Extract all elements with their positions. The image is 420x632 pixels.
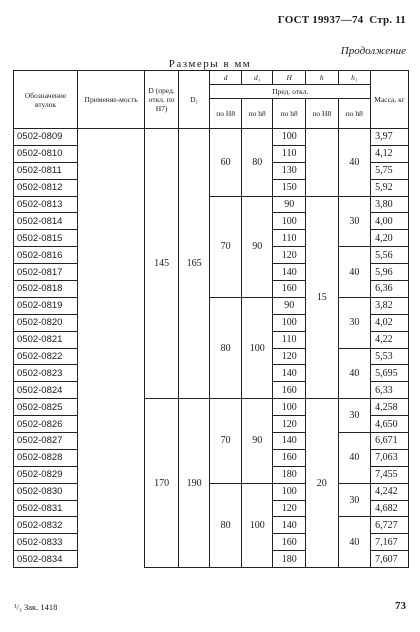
designation-cell: 0502-0823: [14, 365, 78, 382]
designation-cell: 0502-0828: [14, 449, 78, 466]
D-cell: 145: [145, 129, 179, 399]
table-body: [14, 129, 409, 568]
mass-cell: 4,20: [371, 230, 409, 247]
H-cell: 90: [273, 196, 306, 213]
d-cell: 70: [210, 196, 242, 297]
table-row: [14, 196, 409, 213]
tol-d: по H8: [210, 99, 242, 129]
mass-cell: 5,53: [371, 348, 409, 365]
d1-cell: 100: [241, 483, 273, 567]
designation-cell: 0502-0810: [14, 145, 78, 162]
mass-cell: 7,167: [371, 534, 409, 551]
h1-cell: 30: [338, 483, 371, 517]
H-cell: 120: [273, 247, 306, 264]
H-cell: 130: [273, 162, 306, 179]
H-cell: 160: [273, 449, 306, 466]
d1-cell: 100: [241, 297, 273, 398]
designation-cell: 0502-0825: [14, 399, 78, 416]
table-row: [14, 129, 409, 146]
standard-header: [278, 14, 406, 26]
col-designation: Обозначение втулок: [14, 71, 78, 129]
mass-cell: 4,02: [371, 314, 409, 331]
designation-cell: 0502-0817: [14, 264, 78, 281]
mass-cell: 7,063: [371, 449, 409, 466]
h1-cell: 40: [338, 247, 371, 298]
mass-cell: 6,36: [371, 281, 409, 298]
designation-cell: 0502-0820: [14, 314, 78, 331]
mass-cell: 7,607: [371, 551, 409, 568]
D1-cell: 165: [178, 129, 210, 399]
d1-cell: 90: [241, 399, 273, 483]
tol-H: по h8: [273, 99, 306, 129]
D-cell: 170: [145, 399, 179, 568]
d-cell: 80: [210, 483, 242, 567]
h1-cell: 40: [338, 517, 371, 568]
mass-cell: 7,455: [371, 466, 409, 483]
table-caption: Размеры в мм: [168, 58, 252, 70]
mass-cell: 4,650: [371, 416, 409, 433]
footer-order: ¹/₃ Зак. 1418: [14, 602, 58, 612]
mass-cell: 6,727: [371, 517, 409, 534]
designation-cell: 0502-0831: [14, 500, 78, 517]
H-cell: 180: [273, 466, 306, 483]
H-cell: 140: [273, 433, 306, 450]
H-cell: 110: [273, 145, 306, 162]
designation-cell: 0502-0832: [14, 517, 78, 534]
mass-cell: 6,671: [371, 433, 409, 450]
h1-cell: 40: [338, 129, 371, 197]
col-h1: h₁: [338, 71, 371, 85]
H-cell: 100: [273, 483, 306, 500]
d-cell: 70: [210, 399, 242, 483]
H-cell: 110: [273, 331, 306, 348]
table-row: [14, 483, 409, 500]
continuation-label: Продолжение: [340, 45, 406, 57]
table-row: [14, 399, 409, 416]
h1-cell: 30: [338, 196, 371, 247]
dimensions-table: [13, 70, 409, 568]
H-cell: 140: [273, 517, 306, 534]
H-cell: 150: [273, 179, 306, 196]
D1-cell: 190: [178, 399, 210, 568]
mass-cell: 4,12: [371, 145, 409, 162]
d1-cell: 90: [241, 196, 273, 297]
designation-cell: 0502-0827: [14, 433, 78, 450]
h1-cell: 30: [338, 297, 371, 348]
h-cell: 15: [306, 196, 339, 399]
H-cell: 160: [273, 382, 306, 399]
tol-d1: по h8: [241, 99, 273, 129]
tol-h: по H8: [306, 99, 339, 129]
mass-cell: 5,695: [371, 365, 409, 382]
designation-cell: 0502-0818: [14, 281, 78, 298]
col-h: h: [306, 71, 339, 85]
col-D: D (пред. откл. по H7): [145, 71, 179, 129]
H-cell: 100: [273, 213, 306, 230]
col-D1: D₁: [178, 71, 210, 129]
designation-cell: 0502-0816: [14, 247, 78, 264]
mass-cell: 5,75: [371, 162, 409, 179]
mass-cell: 5,56: [371, 247, 409, 264]
H-cell: 140: [273, 264, 306, 281]
h1-cell: 30: [338, 399, 371, 433]
designation-cell: 0502-0812: [14, 179, 78, 196]
designation-cell: 0502-0829: [14, 466, 78, 483]
H-cell: 110: [273, 230, 306, 247]
designation-cell: 0502-0811: [14, 162, 78, 179]
h-cell: [306, 129, 339, 197]
mass-cell: 5,92: [371, 179, 409, 196]
H-cell: 100: [273, 399, 306, 416]
mass-cell: 4,242: [371, 483, 409, 500]
col-H: H: [273, 71, 306, 85]
designation-cell: 0502-0834: [14, 551, 78, 568]
designation-cell: 0502-0815: [14, 230, 78, 247]
designation-cell: 0502-0822: [14, 348, 78, 365]
designation-cell: 0502-0821: [14, 331, 78, 348]
d1-cell: 80: [241, 129, 273, 197]
H-cell: 90: [273, 297, 306, 314]
designation-cell: 0502-0833: [14, 534, 78, 551]
mass-cell: 4,22: [371, 331, 409, 348]
limit-deviation-header: Пред. откл.: [210, 85, 371, 99]
H-cell: 160: [273, 281, 306, 298]
mass-cell: 4,258: [371, 399, 409, 416]
application-cell: [78, 129, 145, 568]
table-row: [14, 297, 409, 314]
mass-cell: 3,82: [371, 297, 409, 314]
H-cell: 140: [273, 365, 306, 382]
col-mass: Масса, кг: [371, 71, 409, 129]
d-cell: 60: [210, 129, 242, 197]
col-application: Применяе-мость: [78, 71, 145, 129]
H-cell: 180: [273, 551, 306, 568]
h1-cell: 40: [338, 433, 371, 484]
H-cell: 100: [273, 129, 306, 146]
h1-cell: 40: [338, 348, 371, 399]
mass-cell: 3,80: [371, 196, 409, 213]
mass-cell: 4,682: [371, 500, 409, 517]
h-cell: 20: [306, 399, 339, 568]
col-d1: d₁: [241, 71, 273, 85]
designation-cell: 0502-0819: [14, 297, 78, 314]
mass-cell: 3,97: [371, 129, 409, 146]
standard-number: ГОСТ 19937—74: [277, 14, 364, 26]
col-d: d: [210, 71, 242, 85]
mass-cell: 6,33: [371, 382, 409, 399]
mass-cell: 4,00: [371, 213, 409, 230]
designation-cell: 0502-0814: [14, 213, 78, 230]
H-cell: 120: [273, 416, 306, 433]
H-cell: 100: [273, 314, 306, 331]
designation-cell: 0502-0830: [14, 483, 78, 500]
tol-h1: по h8: [338, 99, 371, 129]
designation-cell: 0502-0809: [14, 129, 78, 146]
d-cell: 80: [210, 297, 242, 398]
designation-cell: 0502-0826: [14, 416, 78, 433]
H-cell: 120: [273, 500, 306, 517]
designation-cell: 0502-0813: [14, 196, 78, 213]
designation-cell: 0502-0824: [14, 382, 78, 399]
page-label: Стр. 11: [369, 14, 406, 26]
mass-cell: 5,96: [371, 264, 409, 281]
H-cell: 120: [273, 348, 306, 365]
page-number: 73: [395, 600, 406, 612]
H-cell: 160: [273, 534, 306, 551]
